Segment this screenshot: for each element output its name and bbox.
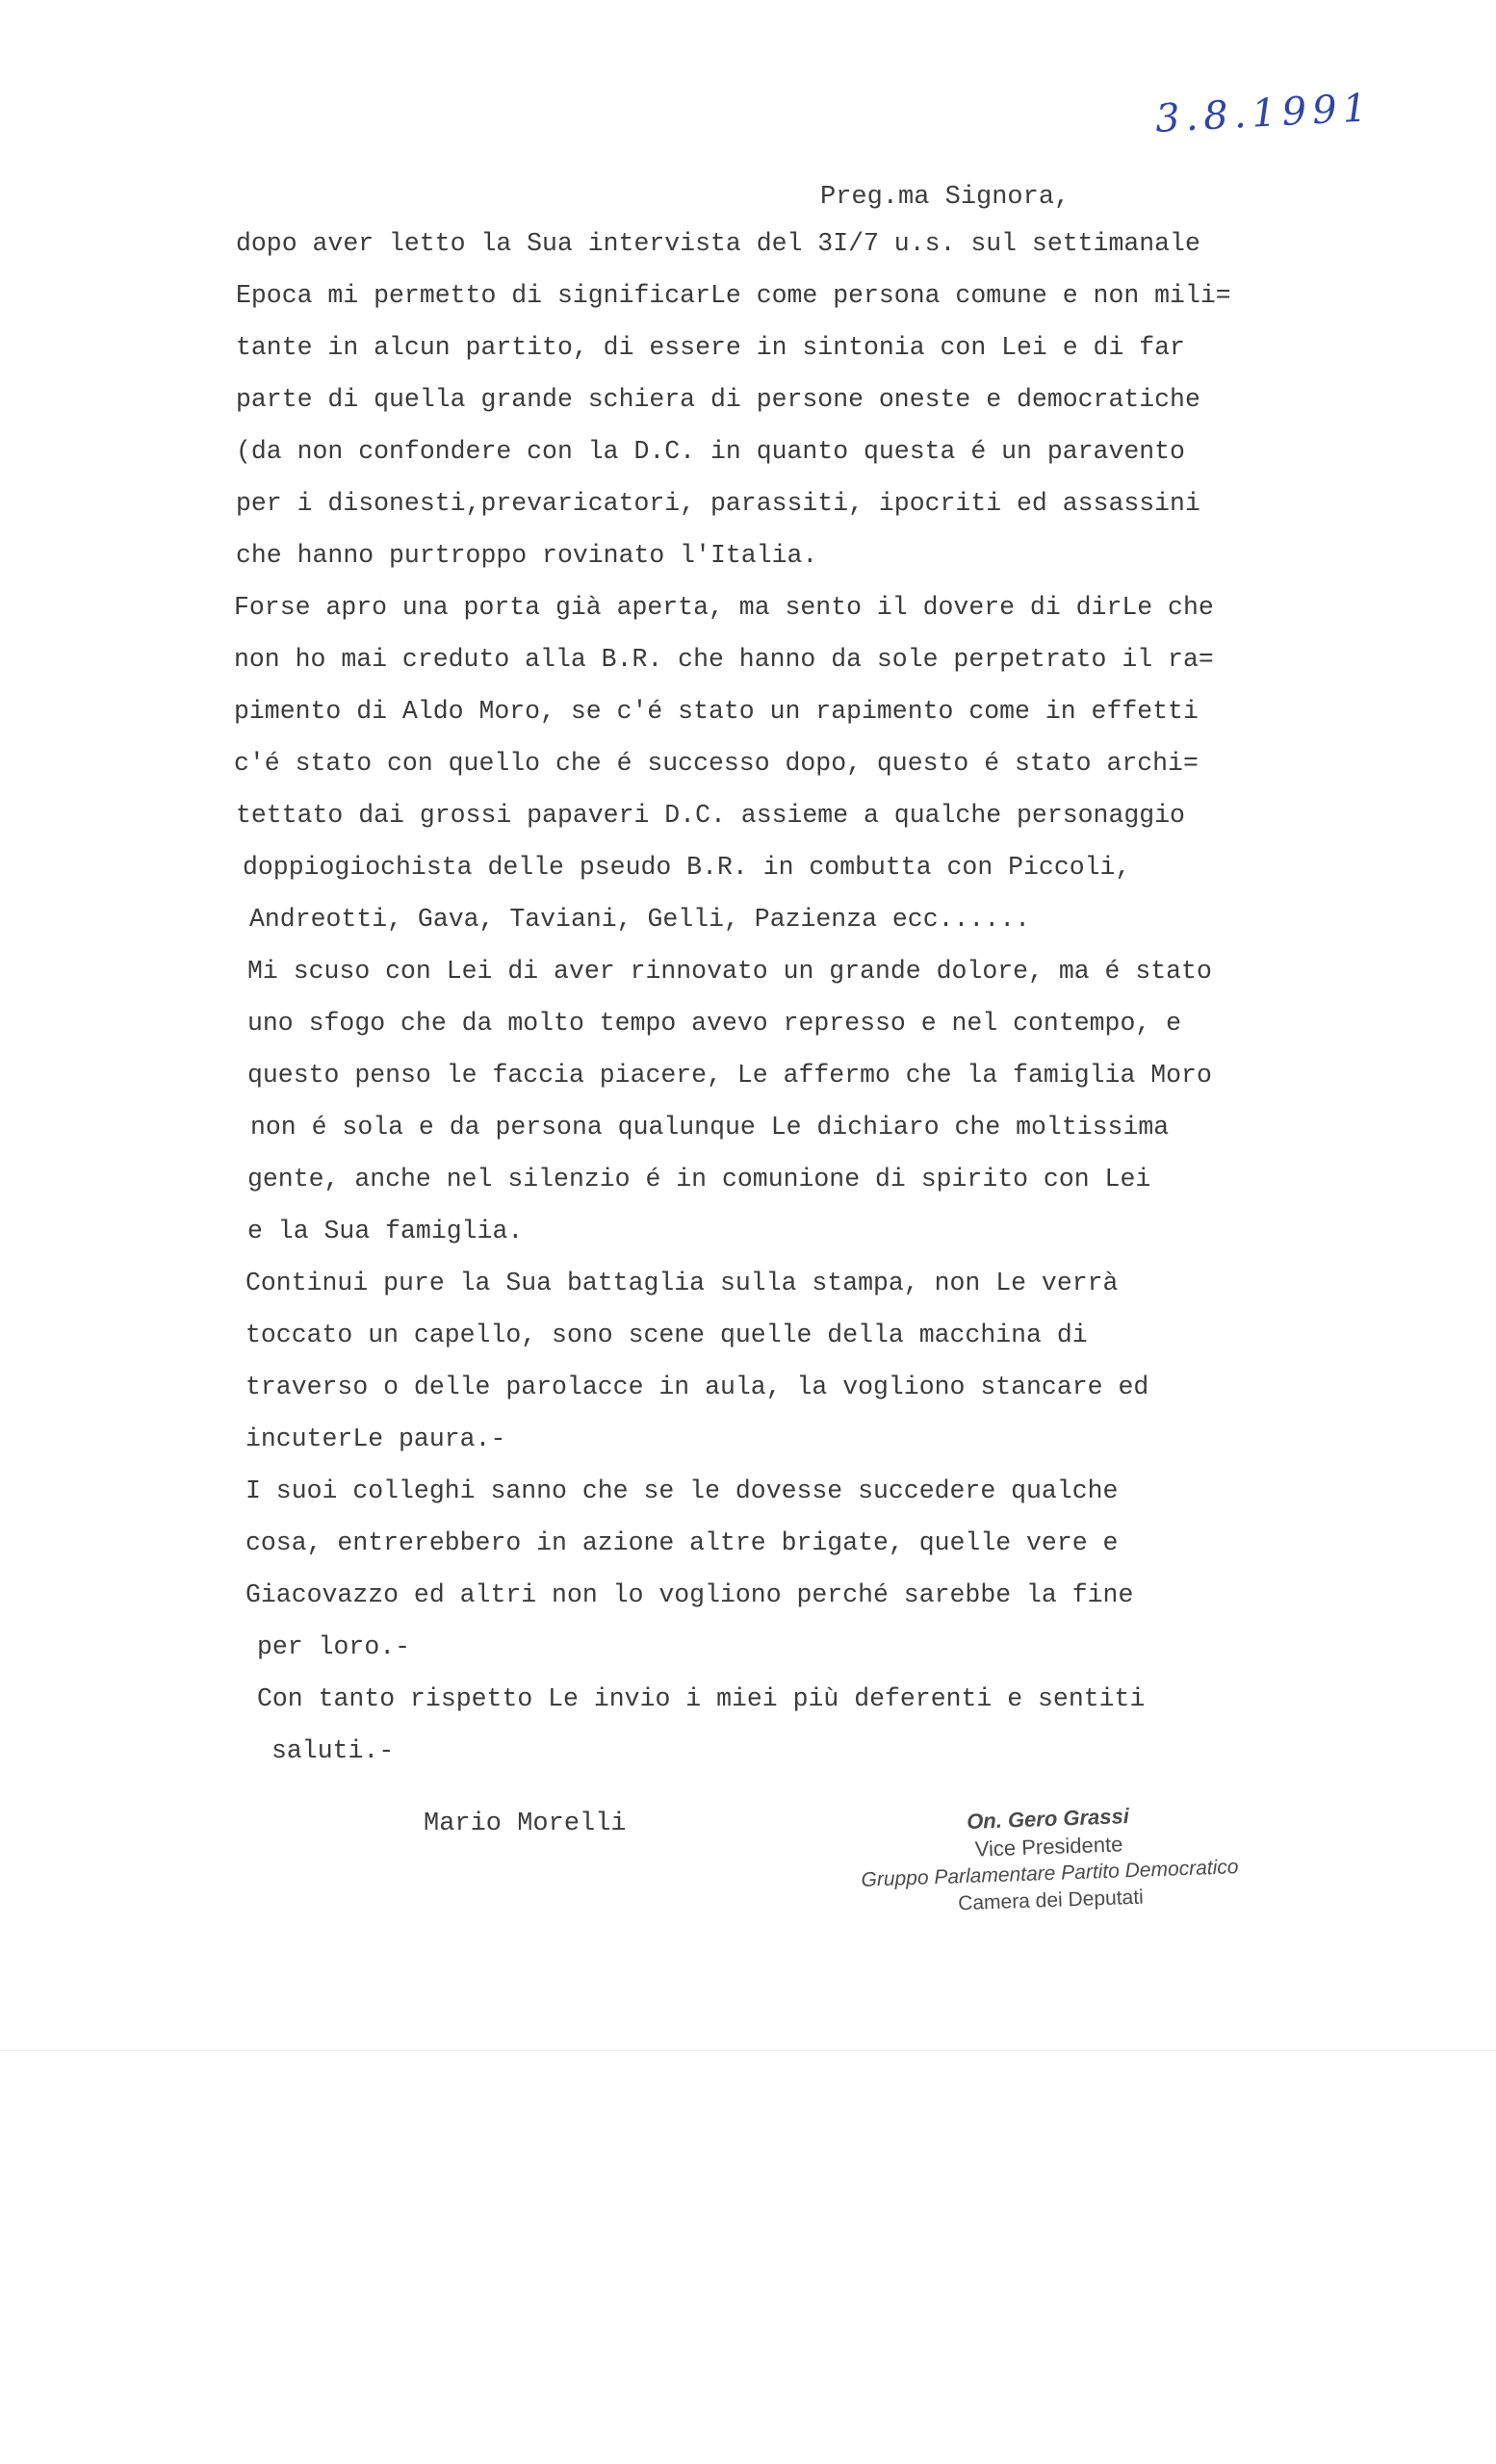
body-line: non é sola e da persona qualunque Le dichiaro che moltissima [250, 1113, 1170, 1142]
body-line: dopo aver letto la Sua intervista del 3I/7 u.s. sul settimanale [236, 229, 1200, 258]
body-line: questo penso le faccia piacere, Le affermo che la famiglia Moro [247, 1061, 1212, 1090]
body-line: tante in alcun partito, di essere in sintonia con Lei e di far [236, 333, 1185, 362]
body-line: incuterLe paura.- [245, 1424, 506, 1453]
body-line: per loro.- [257, 1632, 411, 1661]
deputy-stamp [826, 1797, 1273, 1922]
body-line: doppiogiochista delle pseudo B.R. in combutta con Piccoli, [243, 853, 1131, 882]
body-line: parte di quella grande schiera di persone oneste e democratiche [236, 385, 1200, 414]
body-line: Epoca mi permetto di significarLe come persona comune e non mili= [236, 281, 1231, 310]
body-line: Continui pure la Sua battaglia sulla stampa, non Le verrà [245, 1269, 1119, 1297]
body-line: uno sfogo che da molto tempo avevo represso e nel contempo, e [247, 1009, 1182, 1038]
stamp-role: Vice Presidente [974, 1832, 1123, 1861]
salutation: Preg.ma Signora, [820, 183, 1070, 212]
body-line: Andreotti, Gava, Taviani, Gelli, Pazienza ecc...... [249, 905, 1031, 934]
body-line: e la Sua famiglia. [247, 1217, 524, 1245]
stamp-name: On. Gero Grassi [966, 1804, 1130, 1834]
body-line: c'é stato con quello che é successo dopo, questo é stato archi= [234, 749, 1199, 778]
body-line: Con tanto rispetto Le invio i miei più deferenti e sentiti [257, 1684, 1146, 1713]
body-line: tettato dai grossi papaveri D.C. assieme a qualche personaggio [236, 801, 1185, 830]
body-line: toccato un capello, sono scene quelle della macchina di [245, 1321, 1088, 1349]
body-line: traverso o delle parolacce in aula, la vogliono stancare ed [245, 1373, 1149, 1401]
body-line: non ho mai creduto alla B.R. che hanno da sole perpetrato il ra= [234, 645, 1214, 674]
body-line: per i disonesti,prevaricatori, parassiti, ipocriti ed assassini [236, 489, 1200, 518]
body-line: saluti.- [271, 1736, 395, 1765]
body-line: Mi scuso con Lei di aver rinnovato un grande dolore, ma é stato [247, 957, 1212, 986]
body-line: (da non confondere con la D.C. in quanto questa é un paravento [236, 437, 1185, 466]
body-line: pimento di Aldo Moro, se c'é stato un rapimento come in effetti [234, 697, 1199, 726]
body-line: cosa, entrerebbero in azione altre brigate, quelle vere e [245, 1528, 1119, 1557]
handwritten-date: 3.8.1991 [1153, 86, 1375, 141]
body-line: I suoi colleghi sanno che se le dovesse succedere qualche [245, 1476, 1119, 1505]
stamp-chamber: Camera dei Deputati [957, 1886, 1145, 1915]
body-line: Forse apro una porta già aperta, ma sento il dovere di dirLe che [234, 593, 1214, 622]
typed-signature: Mario Morelli [424, 1810, 627, 1838]
stamp-group: Gruppo Parlamentare Partito Democratico [861, 1856, 1239, 1891]
body-line: gente, anche nel silenzio é in comunione di spirito con Lei [247, 1165, 1151, 1194]
body-line: Giacovazzo ed altri non lo vogliono perché sarebbe la fine [245, 1580, 1134, 1609]
body-line: che hanno purtroppo rovinato l'Italia. [236, 541, 818, 570]
